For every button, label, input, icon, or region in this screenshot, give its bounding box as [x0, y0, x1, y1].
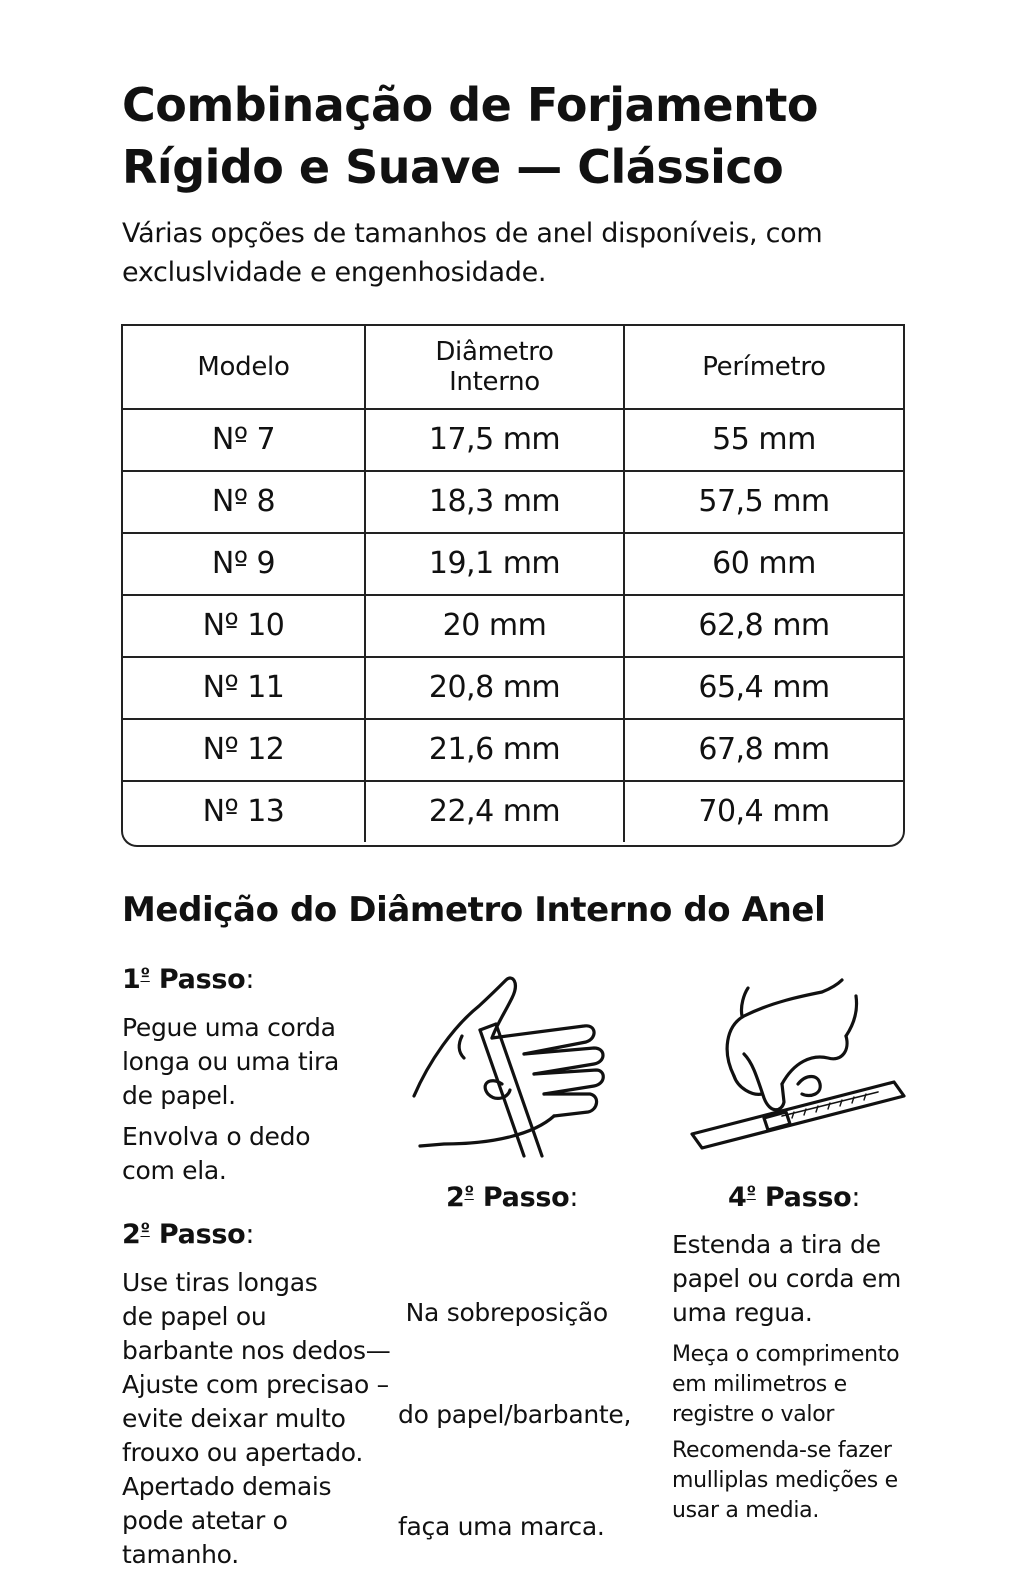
- perimeter-cell: 62,8 mm: [698, 607, 830, 643]
- title-line-2: Rígido e Suave — Clássico: [122, 140, 784, 194]
- perimeter-cell: 67,8 mm: [698, 731, 830, 767]
- step-4-word: Passo: [755, 1182, 852, 1213]
- step-1-ordinal: º: [140, 965, 150, 985]
- subtitle-line-2: excluslvidade e engenhosidade.: [122, 257, 547, 288]
- step-1-line: Pegue uma corda: [122, 1013, 336, 1042]
- perimeter-cell: 70,4 mm: [698, 793, 830, 829]
- step-2-ordinal: º: [140, 1220, 150, 1240]
- step-1-text-b: [122, 1120, 382, 1188]
- step-4-line: Estenda a tira de: [672, 1230, 881, 1259]
- measure-section-title: Medição do Diâmetro Interno do Anel: [122, 890, 826, 930]
- step-4-note-line: Meça o comprimento: [672, 1342, 900, 1367]
- model-cell: Nº 7: [123, 408, 366, 470]
- table-row: [123, 532, 903, 596]
- perimeter-cell: 55 mm: [712, 421, 816, 457]
- table-row: [123, 408, 903, 472]
- step-4-note-line: usar a media.: [672, 1498, 820, 1523]
- step-1-colon: :: [245, 964, 255, 995]
- table-row: [123, 780, 903, 842]
- step-4-ordinal: º: [746, 1183, 756, 1203]
- step-4-colon: :: [851, 1182, 861, 1213]
- title-line-1: Combinação de Forjamento: [122, 78, 818, 132]
- table-row: [123, 656, 903, 720]
- step-4-note-line: Recomenda-se fazer: [672, 1438, 892, 1463]
- model-cell: Nº 11: [123, 656, 366, 718]
- hand-marking-ruler-icon: [682, 966, 922, 1166]
- header-perimeter: [625, 326, 903, 408]
- model-cell: Nº 10: [123, 594, 366, 656]
- step-2-line: frouxo ou apertado.: [122, 1438, 363, 1467]
- diameter-cell: 20,8 mm: [366, 656, 625, 718]
- diameter-cell: 22,4 mm: [366, 780, 625, 842]
- step-2-mid-word: Passo: [473, 1182, 570, 1213]
- step-2-line: Apertado demais: [122, 1472, 332, 1501]
- step-4-note-line: em milimetros e: [672, 1372, 847, 1397]
- step-4-line: uma regua.: [672, 1298, 813, 1327]
- step-4-note-a: [672, 1340, 932, 1430]
- step-1-line: de papel.: [122, 1081, 236, 1110]
- step-2-mid-title: [446, 1182, 578, 1213]
- model-cell: Nº 8: [123, 470, 366, 532]
- model-cell: Nº 12: [123, 718, 366, 780]
- diameter-cell: 20 mm: [366, 594, 625, 656]
- diameter-cell: 18,3 mm: [366, 470, 625, 532]
- table-header-row: [123, 326, 903, 410]
- hand-wrapping-finger-icon: [384, 966, 644, 1166]
- diameter-cell: 21,6 mm: [366, 718, 625, 780]
- step-4-note-line: mulliplas medições e: [672, 1468, 898, 1493]
- diameter-cell: 17,5 mm: [366, 408, 625, 470]
- model-cell: Nº 13: [123, 780, 366, 842]
- table-row: [123, 594, 903, 658]
- step-1-title: [122, 964, 254, 995]
- step-2-left-text: [122, 1266, 412, 1572]
- step-2-left-title: [122, 1219, 254, 1250]
- step-4-title: [728, 1182, 860, 1213]
- step-4-number: 4: [728, 1182, 747, 1213]
- step-2-number: 2: [122, 1219, 141, 1250]
- size-table: [121, 324, 905, 847]
- step-1-line: Envolva o dedo: [122, 1122, 311, 1151]
- perimeter-cell: 60 mm: [712, 545, 816, 581]
- perimeter-cell: 57,5 mm: [698, 483, 830, 519]
- step-2-mid-text: [398, 1228, 658, 1578]
- header-diameter-line-1: Diâmetro: [435, 337, 554, 367]
- step-2-mid-number: 2: [446, 1182, 465, 1213]
- step-1-word: Passo: [149, 964, 246, 995]
- step-4-text: [672, 1228, 932, 1330]
- page-title: [122, 74, 982, 198]
- step-2-mid-colon: :: [569, 1182, 579, 1213]
- step-2-mid-ordinal: º: [464, 1183, 474, 1203]
- subtitle-line-1: Várias opções de tamanhos de anel disponíveis, com: [122, 218, 823, 249]
- model-cell: Nº 9: [123, 532, 366, 594]
- step-2-mid-line: do papel/barbante,: [398, 1400, 632, 1429]
- step-2-mid-line: faça uma marca.: [398, 1512, 605, 1541]
- step-2-word: Passo: [149, 1219, 246, 1250]
- perimeter-cell: 65,4 mm: [698, 669, 830, 705]
- step-2-line: pode atetar o tamanho.: [122, 1506, 288, 1569]
- step-2-line: de papel ou: [122, 1302, 267, 1331]
- step-2-line: barbante nos dedos—: [122, 1336, 391, 1365]
- subtitle: [122, 214, 982, 292]
- header-model-label: Modelo: [197, 352, 290, 382]
- header-diameter-line-2: Interno: [449, 367, 540, 397]
- step-1-number: 1: [122, 964, 141, 995]
- step-4-note-line: registre o valor: [672, 1402, 835, 1427]
- header-perimeter-label: Perímetro: [702, 352, 826, 382]
- step-2-line: Use tiras longas: [122, 1268, 318, 1297]
- step-2-line: evite deixar multo: [122, 1404, 346, 1433]
- header-model: [123, 326, 366, 408]
- step-2-colon: :: [245, 1219, 255, 1250]
- step-2-line: Ajuste com precisao –: [122, 1370, 389, 1399]
- diameter-cell: 19,1 mm: [366, 532, 625, 594]
- table-row: [123, 718, 903, 782]
- step-2-mid-line: Na sobreposição: [398, 1298, 608, 1327]
- step-1-text: [122, 1011, 382, 1113]
- step-4-note-b: [672, 1436, 932, 1526]
- table-row: [123, 470, 903, 534]
- step-4-line: papel ou corda em: [672, 1264, 902, 1293]
- step-1-line: longa ou uma tira: [122, 1047, 340, 1076]
- header-diameter: [366, 326, 625, 408]
- step-1-line: com ela.: [122, 1156, 227, 1185]
